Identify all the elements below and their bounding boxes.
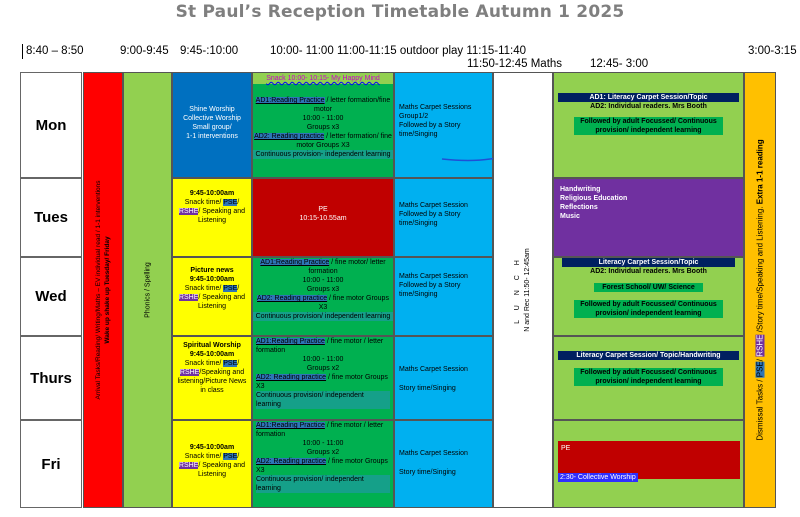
time-slot-dismissal: 3:00-3:15: [748, 45, 797, 57]
ad2-tag: AD2: Reading practice: [256, 374, 327, 381]
continuous-provision: Continuous provision/ independent learning: [256, 391, 390, 409]
pse-tag: PSE: [755, 361, 765, 378]
phonics-text: Phonics / Spelling: [144, 262, 151, 318]
rshe-tag: RSHE: [755, 334, 765, 357]
slash: /: [755, 356, 765, 362]
ad1-tag: AD1:Reading Practice: [260, 259, 330, 266]
lunch-column: [493, 72, 553, 508]
wed-snack-time: 9:45-10:00am: [189, 276, 235, 283]
afternoon-line: Religious Education: [560, 195, 628, 202]
maths-line: Story time/Singing: [399, 385, 456, 392]
mon-worship-line: Small group/: [192, 124, 232, 131]
session-time: 10:00 - 11:00: [302, 277, 344, 284]
page-title: St Paul’s Reception Timetable Autumn 1 2025: [175, 2, 625, 22]
ad1-tag: AD1:Reading Practice: [256, 338, 325, 345]
wed-heading: Picture news: [190, 267, 234, 274]
literacy-banner: Literacy Carpet Session/Topic: [562, 258, 735, 267]
time-slot-afternoon: 12:45- 3:00: [590, 58, 649, 70]
extra-reading: Extra 1-1 reading: [755, 139, 765, 205]
collective-worship: 2:30- Collective Worship: [560, 474, 636, 481]
ad2-text: / fine motor Groups X3: [256, 458, 388, 474]
phonics-column: [123, 72, 172, 508]
arrival-column: [83, 72, 123, 508]
ad2-tag: AD2: Reading practice: [254, 133, 325, 140]
ad2-text: / letter formation/ fine motor Groups X3: [296, 133, 392, 149]
snack-rest: /Speaking and listening/Picture News in class: [177, 369, 247, 394]
continuous-provision: Continuous provision- independent learning: [253, 150, 393, 159]
ad2-text: / fine motor Groups X3: [256, 374, 388, 390]
mon-snack-banner: Snack 10:00- 10:15- My Happy Mind: [253, 73, 393, 84]
wed-snack-cell: [172, 257, 252, 336]
time-slot-snack: 9:45-:10:00: [180, 45, 239, 57]
ad1-text: / fine motor / letter formation: [256, 422, 384, 438]
arrival-text: [94, 80, 112, 500]
time-divider: [22, 44, 23, 59]
thurs-afternoon-cell: [553, 336, 744, 420]
snack-label: Snack time/: [184, 199, 224, 206]
thurs-maths-cell: [394, 336, 493, 420]
snack-rest: / Speaking and Listening: [197, 208, 246, 224]
ad1-text: / letter formation/fine motor: [314, 97, 391, 113]
forest-line: Forest School/ UW/ Science: [594, 283, 703, 292]
rshe-tag: RSHE: [178, 208, 199, 215]
continuous-provision: Continuous provision/ independent learning: [253, 312, 393, 321]
rshe-tag: RSHE: [179, 369, 200, 376]
thurs-snack-cell: [172, 336, 252, 420]
session-time: 10:00 - 11:00: [302, 356, 344, 363]
maths-line: Followed by a Story time/Singing: [399, 282, 461, 298]
mon-worship-cell: [172, 72, 252, 178]
day-label-thurs: Thurs: [20, 336, 82, 420]
afternoon-line: Reflections: [560, 204, 598, 211]
time-slot-arrival: 8:40 – 8:50: [26, 45, 84, 57]
pse-tag: PSE: [223, 285, 238, 292]
snack-rest: / Speaking and Listening: [197, 294, 246, 310]
ad2-text: / fine motor Groups X3: [318, 295, 389, 311]
day-label-mon: Mon: [20, 72, 82, 178]
maths-line: Maths Carpet Sessions: [399, 104, 472, 111]
time-slot-maths: 11:50-12:45 Maths: [467, 58, 563, 70]
dismissal-part: Dismissal Tasks /: [755, 377, 765, 441]
fri-snack-time: 9:45-10:00am: [189, 444, 235, 451]
groups: Groups x2: [306, 365, 340, 372]
session-time: 10:00 - 11:00: [302, 440, 344, 447]
groups: Groups x3: [306, 124, 340, 131]
wed-maths-cell: [394, 257, 493, 336]
snack-label: Snack time/: [184, 453, 224, 460]
mon-worship-line: Collective Worship: [183, 115, 241, 122]
groups: Groups x2: [306, 449, 340, 456]
dismissal-column: [744, 72, 776, 508]
time-slot-outdoor: 11:00-11:15 outdoor play 11:15-11:40: [337, 45, 527, 57]
maths-line: Followed by a Story time/Singing: [399, 122, 461, 138]
readers-line: AD2: Individual readers. Mrs Booth: [590, 268, 707, 275]
mon-worship-line: 1-1 interventions: [186, 133, 238, 140]
time-slot-phonics: 9:00-9:45: [120, 45, 169, 57]
thurs-heading: Spiritual Worship: [183, 342, 241, 349]
arrival-line-2: Wake up shake up Tuesday/ Friday: [104, 236, 111, 344]
maths-line: Group1/2: [399, 113, 429, 120]
ad1-tag: AD1:Reading Practice: [255, 97, 325, 104]
wed-afternoon-cell: [553, 257, 744, 336]
day-label-fri: Fri: [20, 420, 82, 508]
fri-afternoon-cell: [553, 420, 744, 508]
day-label-wed: Wed: [20, 257, 82, 336]
ad2-tag: AD2: Reading practice: [257, 295, 328, 302]
ad1-text: / fine motor / letter formation: [256, 338, 384, 354]
tues-maths-cell: [394, 178, 493, 257]
rshe-tag: RSHE: [178, 294, 199, 301]
time-slot-morning: 10:00- 11:00: [270, 45, 334, 57]
session-time: 10:00 - 11:00: [302, 115, 344, 122]
slash: /: [237, 285, 240, 292]
readers-line: AD2: Individual readers. Mrs Booth: [590, 103, 707, 110]
literacy-banner: AD1: Literacy Carpet Session/Topic: [558, 93, 739, 102]
pe-label: PE: [318, 206, 328, 213]
ad1-text: / fine motor/ letter formation: [308, 259, 386, 275]
maths-line: Followed by a Story time/Singing: [399, 211, 461, 227]
mon-afternoon-cell: [553, 72, 744, 178]
rshe-tag: RSHE: [178, 462, 199, 469]
snack-label: Snack time/: [184, 285, 224, 292]
groups: Groups x3: [306, 286, 340, 293]
snack-rest: / Speaking and Listening: [197, 462, 246, 478]
pe-label: PE: [561, 445, 571, 452]
tues-snack-cell: [172, 178, 252, 257]
fri-maths-cell: [394, 420, 493, 508]
pse-tag: PSE: [223, 360, 238, 367]
tues-afternoon-cell: [553, 178, 744, 257]
pse-tag: PSE: [223, 453, 238, 460]
maths-line: Story time/Singing: [399, 469, 456, 476]
arrival-line-1: Arrival Tasks/Reading/ Writing/Maths – EV individual read / 1-1 interventions: [95, 180, 102, 400]
fri-snack-cell: [172, 420, 252, 508]
maths-line: Maths Carpet Session: [399, 202, 468, 209]
snack-label: Snack time/: [184, 360, 224, 367]
ad1-tag: AD1:Reading Practice: [256, 422, 325, 429]
mon-reading-cell: [252, 72, 394, 178]
slash: /: [237, 199, 240, 206]
ad2-tag: AD2: Reading practice: [256, 458, 327, 465]
pe-time: 10:15-10.55am: [299, 215, 347, 222]
literacy-banner: Literacy Carpet Session/ Topic/Handwriting: [558, 351, 739, 360]
lunch-word: L U N C H: [514, 256, 521, 324]
pse-tag: PSE: [223, 199, 238, 206]
followed-line: Followed by adult Focussed/ Continuous provision/ independent learning: [574, 117, 723, 135]
dismissal-part: /Story time/Speaking and Listening.: [755, 204, 765, 335]
maths-line: Maths Carpet Session: [399, 450, 468, 457]
tues-pe-cell: [252, 178, 394, 257]
lunch-note: N and Rec 11:50- 12:45am: [524, 248, 531, 332]
wed-reading-cell: [252, 257, 394, 336]
dismissal-text: [756, 139, 765, 440]
thurs-snack-time: 9:45-10:00am: [189, 351, 235, 358]
followed-line: Followed by adult Focussed/ Continuous provision/ independent learning: [574, 368, 723, 386]
slash: /: [237, 453, 240, 460]
mon-worship-line: Shine Worship: [189, 106, 235, 113]
slash: /: [237, 360, 240, 367]
maths-line: Maths Carpet Session: [399, 273, 468, 280]
day-label-tues: Tues: [20, 178, 82, 257]
maths-line: Maths Carpet Session: [399, 366, 468, 373]
thurs-reading-cell: [252, 336, 394, 420]
continuous-provision: Continuous provision/ independent learning: [256, 475, 390, 493]
afternoon-line: Handwriting: [560, 186, 601, 193]
fri-reading-cell: [252, 420, 394, 508]
followed-line: Followed by adult Focussed/ Continuous provision/ independent learning: [574, 300, 723, 318]
lunch-text: [513, 248, 533, 332]
tues-snack-time: 9:45-10:00am: [189, 190, 235, 197]
afternoon-line: Music: [560, 213, 580, 220]
